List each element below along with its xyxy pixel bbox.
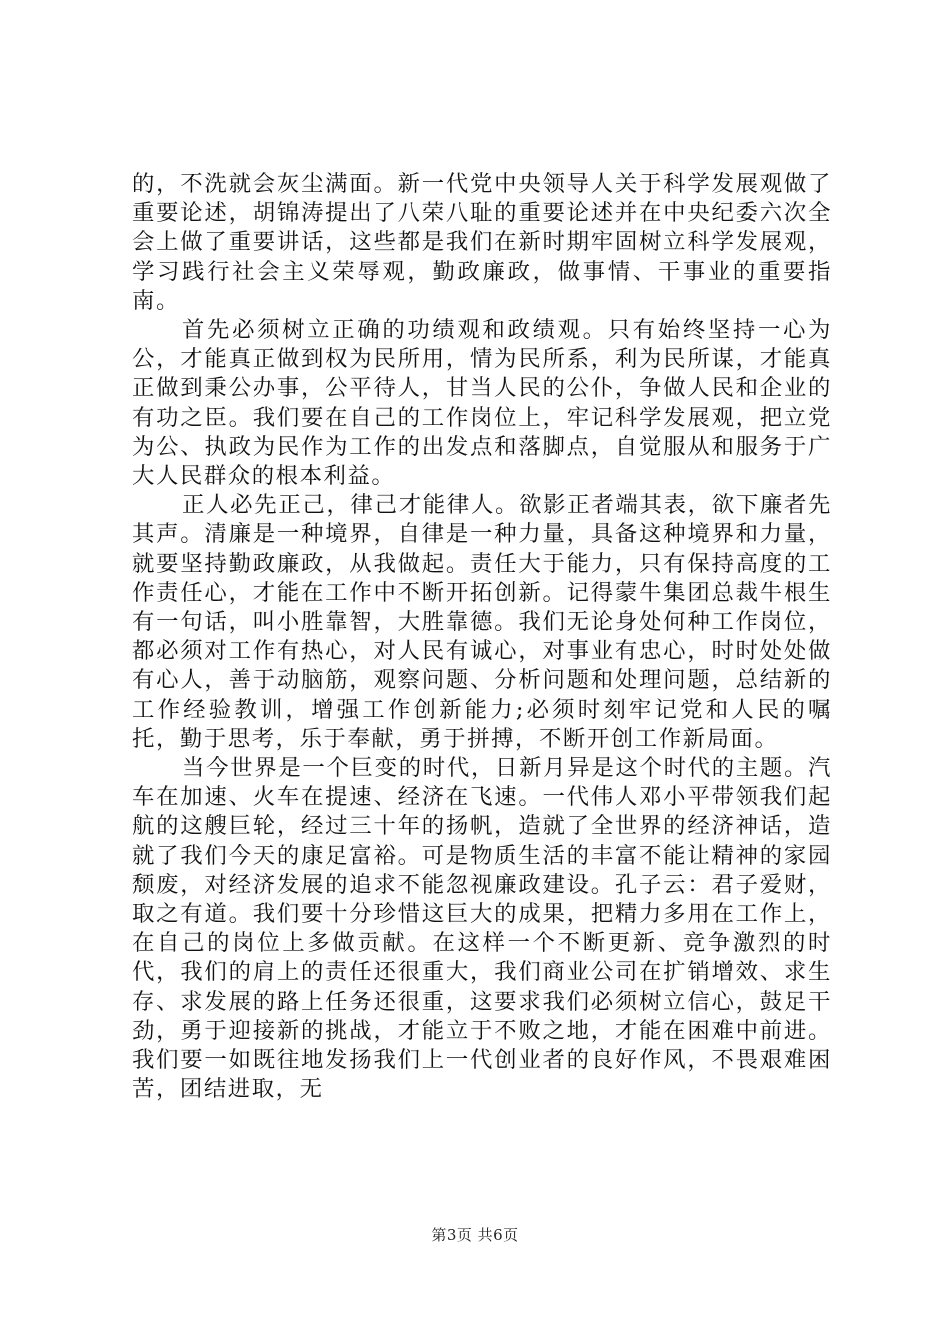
page-footer bbox=[0, 1224, 950, 1245]
paragraph-4: 当今世界是一个巨变的时代，日新月异是这个时代的主题。汽车在加速、火车在提速、经济在飞速。一代伟人邓小平带领我们起航的这艘巨轮，经过三十年的扬帆，造就了全世界的经济神话，造就了我们今天的康足富裕。可是物质生活的丰富不能让精神的家园颓废，对经济发展的追求不能忽视廉政建设。孔子云：君子爱财，取之有道。我们要十分珍惜这巨大的成果，把精力多用在工作上，在自己的岗位上多做贡献。在这样一个不断更新、竞争激烈的时代，我们的肩上的责任还很重大，我们商业公司在扩销增效、求生存、求发展的路上任务还很重，这要求我们必须树立信心，鼓足干劲，勇于迎接新的挑战，才能立于不败之地，才能在困难中前进。我们要一如既往地发扬我们上一代创业者的良好作风，不畏艰难困苦，团结进取，无 bbox=[132, 755, 832, 1103]
page-number-label: 第3页 共6页 bbox=[431, 1226, 519, 1244]
paragraph-2: 首先必须树立正确的功绩观和政绩观。只有始终坚持一心为公，才能真正做到权为民所用，情为民所系，利为民所谋，才能真正做到秉公办事，公平待人，甘当人民的公仆，争做人民和企业的有功之臣。我们要在自己的工作岗位上，牢记科学发展观，把立党为公、执政为民作为工作的出发点和落脚点，自觉服从和服务于广大人民群众的根本利益。 bbox=[132, 317, 832, 490]
document-body bbox=[132, 170, 832, 1105]
paragraph-3: 正人必先正己，律己才能律人。欲影正者端其表，欲下廉者先其声。清廉是一种境界，自律是一种力量，具备这种境界和力量，就要坚持勤政廉政，从我做起。责任大于能力，只有保持高度的工作责任心，才能在工作中不断开拓创新。记得蒙牛集团总裁牛根生有一句话，叫小胜靠智，大胜靠德。我们无论身处何种工作岗位，都必须对工作有热心，对人民有诚心，对事业有忠心，时时处处做有心人，善于动脑筋，观察问题、分析问题和处理问题，总结新的工作经验教训，增强工作创新能力;必须时刻牢记党和人民的嘱托，勤于思考，乐于奉献，勇于拼搏，不断开创工作新局面。 bbox=[132, 492, 832, 752]
paragraph-1: 的，不洗就会灰尘满面。新一代党中央领导人关于科学发展观做了重要论述，胡锦涛提出了八荣八耻的重要论述并在中央纪委六次全会上做了重要讲话，这些都是我们在新时期牢固树立科学发展观，学习践行社会主义荣辱观，勤政廉政，做事情、干事业的重要指南。 bbox=[132, 171, 832, 314]
